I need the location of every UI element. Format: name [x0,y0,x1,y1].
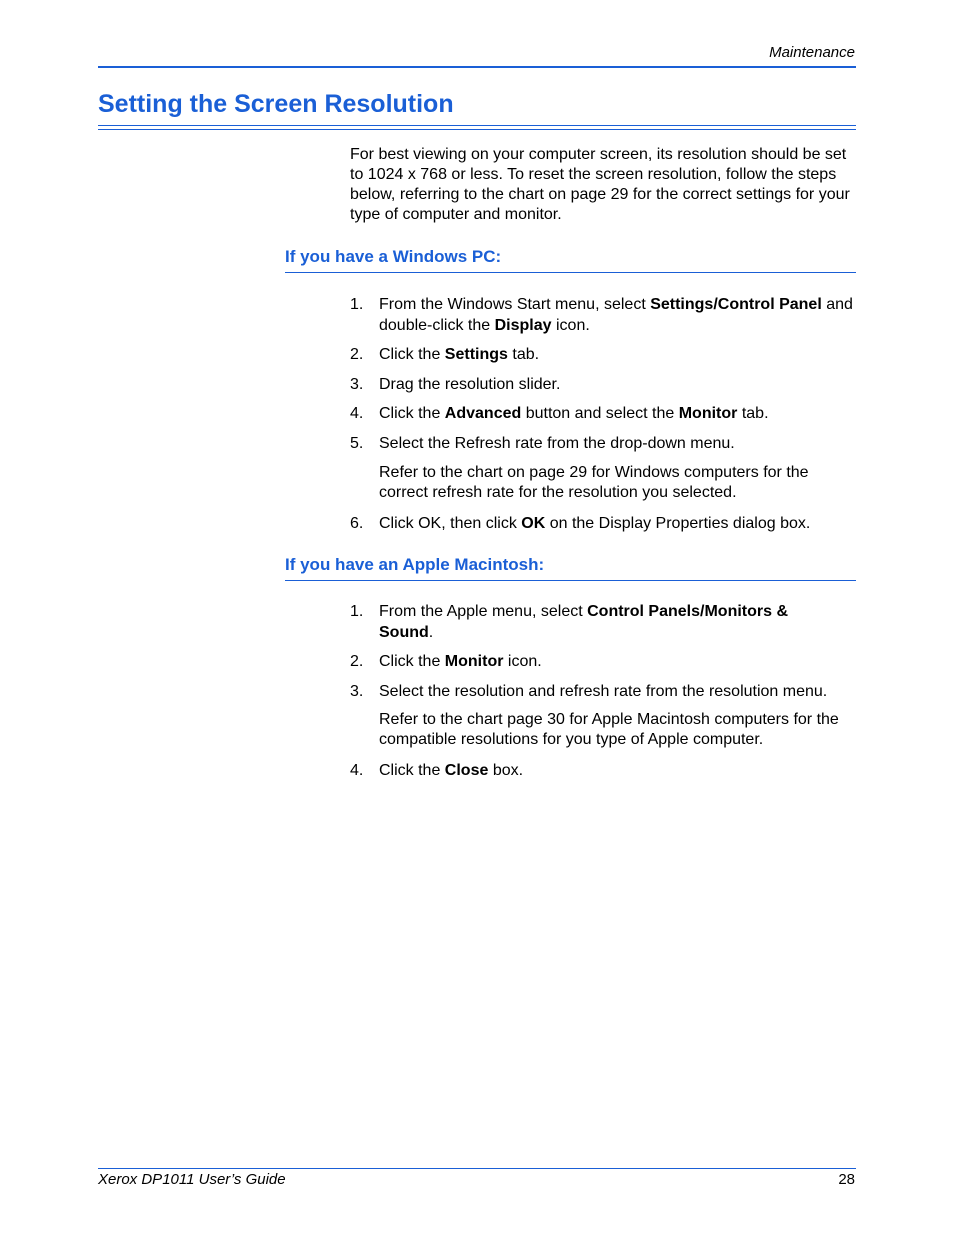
windows-step-5: 5. Select the Refresh rate from the drop-down menu. [350,435,735,452]
windows-step-2: 2. Click the Settings tab. [350,346,540,363]
step-number: 2. [350,653,364,670]
windows-heading: If you have a Windows PC: [285,247,502,266]
step-number: 1. [350,603,364,620]
ui-label: Close [444,762,489,779]
header-divider [98,66,856,68]
windows-step-3: 3. Drag the resolution slider. [350,376,561,393]
step-number: 3. [350,683,364,700]
step-number: 4. [350,405,364,422]
footer-divider [98,1168,856,1169]
ui-label: Monitor [444,653,504,670]
ui-label: Monitor [678,405,738,422]
page-number: 28 [838,1171,855,1188]
step-number: 6. [350,515,364,532]
intro-paragraph: For best viewing on your computer screen, its resolution should be set to 1024 x 768 or less. To reset the screen resolution, follow the steps below, referring to the chart on page 29 for the correct settings for your type of computer and monitor. [350,146,850,223]
mac-note: Refer to the chart page 30 for Apple Macintosh computers for the compatible resolutions for you type of Apple computer. [379,711,839,748]
ui-label: Settings [444,346,508,363]
page-title: Setting the Screen Resolution [98,90,454,118]
ui-label: Advanced [444,405,522,422]
mac-heading: If you have an Apple Macintosh: [285,555,545,574]
step-number: 1. [350,296,364,313]
windows-step-6: 6. Click OK, then click OK on the Display Properties dialog box. [350,515,811,532]
mac-step-1: 1. From the Apple menu, select Control Panels/Monitors & Sound. [350,603,789,641]
windows-step-1: 1. From the Windows Start menu, select Settings/Control Panel and double-click the Display icon. [350,296,853,334]
windows-note: Refer to the chart on page 29 for Windows computers for the correct refresh rate for the resolution you selected. [379,464,809,501]
ui-label: Settings/Control Panel [650,296,822,313]
step-number: 2. [350,346,364,363]
mac-step-3: 3. Select the resolution and refresh rate from the resolution menu. [350,683,828,700]
step-number: 4. [350,762,364,779]
ui-label: Control Panels/Monitors & Sound [379,603,789,641]
mac-step-4: 4. Click the Close box. [350,762,524,779]
title-divider-top [98,125,856,126]
footer-guide-title: Xerox DP1011 User’s Guide [98,1171,286,1188]
windows-heading-rule [285,272,856,273]
step-number: 3. [350,376,364,393]
ui-label: OK [521,515,546,532]
ui-label: Display [494,317,552,334]
running-header: Maintenance [769,44,855,61]
windows-step-4: 4. Click the Advanced button and select the Monitor tab. [350,405,769,422]
mac-step-2: 2. Click the Monitor icon. [350,653,542,670]
mac-heading-rule [285,580,856,581]
title-divider-bottom [98,129,856,130]
step-number: 5. [350,435,364,452]
